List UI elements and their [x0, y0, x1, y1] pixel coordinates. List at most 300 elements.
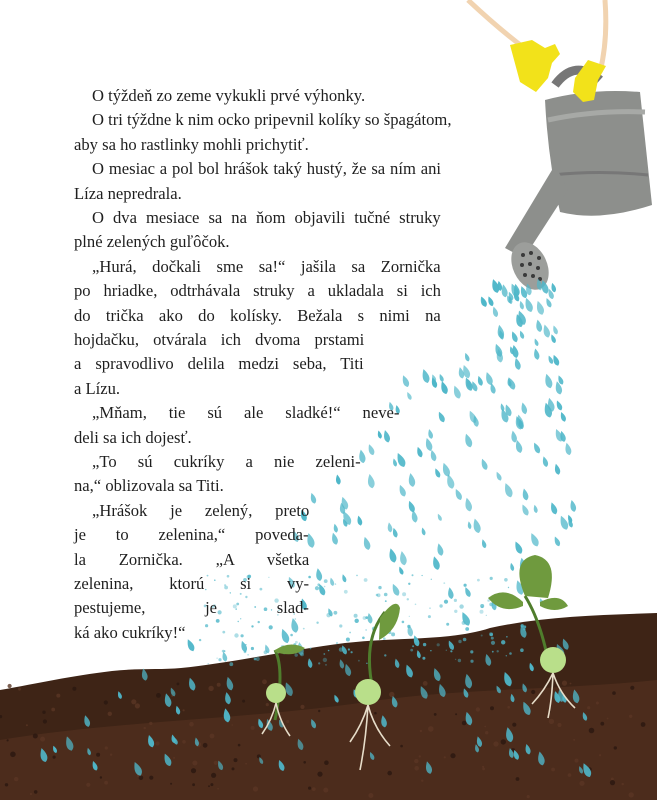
water-drop-icon — [367, 443, 376, 456]
water-drop-icon — [427, 429, 434, 440]
soil-speck — [135, 703, 140, 708]
soil-speck — [493, 741, 498, 746]
soil-speck — [139, 776, 144, 781]
spray-dot — [402, 592, 406, 596]
water-drop-icon — [395, 452, 407, 469]
spray-dot — [431, 579, 432, 580]
spray-dot — [351, 651, 353, 653]
spray-dot — [481, 606, 483, 608]
soil-speck — [414, 759, 418, 763]
water-drop-icon — [510, 430, 518, 443]
soil-speck — [629, 792, 634, 797]
soil-speck — [444, 756, 446, 758]
soil-speck — [368, 793, 373, 798]
water-drop-icon — [533, 338, 539, 347]
water-drop-icon — [545, 297, 553, 308]
spray-dot — [459, 604, 463, 608]
water-drop-icon — [377, 430, 383, 439]
soil-speck — [7, 739, 9, 741]
story-line: la Zornička. „A všetka — [74, 549, 310, 569]
story-line: O mesiac a pol bol hrášok taký hustý, že sa ním ani — [92, 159, 442, 179]
left-arm — [468, 0, 527, 50]
water-drop-icon — [513, 357, 521, 370]
spray-dot — [437, 643, 440, 646]
spray-dot — [241, 634, 244, 637]
soil-speck — [214, 761, 218, 765]
soil-speck — [182, 740, 186, 744]
spray-dot — [303, 628, 305, 630]
water-drop-icon — [486, 296, 494, 307]
water-drop-icon — [441, 462, 452, 478]
water-drop-icon — [559, 411, 567, 422]
water-drop-icon — [472, 518, 482, 534]
soil-speck — [40, 737, 45, 742]
water-drop-icon — [239, 640, 248, 653]
spray-dot — [269, 625, 273, 629]
story-line: na,“ oblizovala sa Titi. — [74, 476, 224, 496]
spray-dot — [251, 647, 254, 650]
story-line: po hriadke, odtrhávala struky a ukladala si ich — [74, 281, 441, 301]
spray-dot — [324, 579, 328, 583]
soil-speck — [587, 706, 590, 709]
soil-speck — [512, 723, 516, 727]
soil-speck — [312, 787, 316, 791]
soil-speck — [14, 777, 18, 781]
spray-dot — [446, 623, 449, 626]
water-drop-icon — [387, 522, 393, 533]
water-drop-icon — [460, 611, 472, 627]
water-drop-icon — [529, 532, 541, 548]
water-drop-icon — [481, 539, 488, 549]
soil-speck — [217, 788, 219, 790]
story-line: a spravodlivo delila medzi seba, Titi — [74, 354, 364, 374]
spray-dot — [408, 583, 410, 585]
spray-dot — [423, 643, 426, 646]
water-drop-icon — [463, 586, 472, 598]
spray-dot — [497, 650, 499, 652]
soil-speck — [232, 724, 234, 726]
story-line: deli sa ich dojesť. — [74, 427, 192, 447]
water-drop-icon — [438, 373, 444, 382]
spray-dot — [256, 657, 260, 661]
water-drop-icon — [558, 514, 570, 530]
water-drop-icon — [520, 402, 528, 415]
water-drop-icon — [463, 433, 474, 449]
spray-dot — [407, 598, 409, 600]
soil-speck — [170, 783, 172, 785]
spray-dot — [258, 621, 260, 623]
soil-speck — [42, 711, 45, 714]
soil-speck — [573, 739, 575, 741]
water-drop-icon — [506, 376, 517, 391]
spray-dot — [222, 650, 225, 653]
spray-dot — [362, 637, 365, 640]
soil-speck — [482, 768, 485, 771]
spray-dot — [216, 658, 217, 659]
water-drop-icon — [535, 300, 546, 316]
spray-dot — [344, 590, 348, 594]
spray-dot — [412, 645, 414, 647]
soil-speck — [131, 699, 136, 704]
spray-dot — [364, 578, 368, 582]
soil-speck — [192, 761, 197, 766]
spray-dot — [492, 651, 494, 653]
water-drop-icon — [429, 449, 437, 462]
soil-speck — [203, 743, 208, 748]
water-drop-icon — [436, 543, 445, 557]
water-drop-icon — [520, 503, 530, 516]
water-drop-icon — [415, 446, 423, 458]
spray-dot — [356, 575, 358, 577]
soil-speck — [245, 763, 247, 765]
water-drop-icon — [532, 442, 542, 455]
spray-dot — [412, 574, 414, 576]
spray-dot — [295, 653, 298, 656]
water-drop-icon — [309, 492, 317, 504]
soil-speck — [501, 739, 506, 744]
spray-dot — [446, 650, 447, 651]
spray-dot — [506, 655, 507, 656]
soil-speck — [149, 776, 153, 780]
story-line: pestujeme, je slad- — [74, 598, 309, 618]
water-drop-icon — [315, 568, 323, 582]
spray-dot — [363, 616, 367, 620]
spray-dot — [504, 578, 508, 582]
spray-dot — [365, 629, 366, 630]
spray-dot — [385, 600, 387, 602]
soil-speck — [614, 746, 617, 749]
spray-dot — [336, 642, 338, 644]
water-drop-icon — [523, 297, 534, 313]
water-drop-icon — [564, 442, 573, 456]
story-line: O týždeň zo zeme vykukli prvé výhonky. — [92, 86, 366, 105]
watering-can-icon — [504, 70, 652, 296]
soil-speck — [516, 777, 520, 781]
spray-dot — [384, 593, 388, 597]
soil-speck — [104, 781, 108, 785]
spray-dot — [234, 633, 238, 637]
spray-dot — [229, 662, 233, 666]
soil-speck — [389, 692, 394, 697]
right-arm — [600, 0, 606, 72]
soil-speck — [434, 713, 437, 716]
water-drop-icon — [547, 355, 554, 365]
water-drop-icon — [397, 484, 407, 498]
spray-dot — [506, 636, 508, 638]
soil-speck — [208, 686, 213, 691]
water-drop-icon — [510, 330, 519, 343]
story-line: „Mňam, tie sú ale sladké!“ neve- — [92, 403, 400, 423]
soil-speck — [156, 693, 161, 698]
soil-speck — [419, 755, 421, 757]
soil-speck — [144, 727, 146, 729]
water-drop-icon — [480, 458, 489, 471]
soil-speck — [217, 683, 221, 687]
spray-dot — [458, 640, 461, 643]
soil-speck — [610, 780, 615, 785]
water-drop-icon — [401, 374, 411, 388]
water-drop-icon — [421, 527, 427, 536]
spray-dot — [458, 659, 461, 662]
spray-dot — [318, 662, 320, 664]
water-drop-icon — [542, 324, 551, 339]
soil-speck — [612, 691, 616, 695]
water-drop-icon — [467, 521, 472, 529]
spray-dot — [376, 594, 378, 596]
spray-dot — [439, 604, 442, 607]
soil-speck — [324, 760, 329, 765]
soil-speck — [100, 776, 102, 778]
spray-dot — [316, 622, 318, 624]
water-drop-icon — [433, 468, 441, 479]
spray-dot — [402, 621, 405, 624]
spray-dot — [247, 654, 249, 656]
soil-speck — [262, 679, 267, 684]
soil-speck — [303, 761, 306, 764]
soil-speck — [96, 753, 100, 757]
soil-speck — [238, 744, 241, 747]
water-drop-icon — [519, 300, 525, 310]
soil-speck — [579, 781, 584, 786]
spray-dot — [323, 653, 325, 655]
spray-dot — [415, 604, 417, 606]
soil-speck — [51, 708, 55, 712]
spray-dot — [481, 635, 483, 637]
water-drop-icon — [406, 391, 413, 400]
spray-dot — [355, 619, 359, 623]
water-drop-icon — [553, 536, 562, 548]
soil-speck — [551, 768, 555, 772]
water-drop-icon — [407, 473, 416, 488]
spray-dot — [428, 615, 431, 618]
water-drop-icon — [392, 527, 399, 538]
story-line: ká ako cukríky!“ — [74, 622, 186, 642]
spray-dot — [199, 639, 201, 641]
soil-speck — [414, 766, 419, 771]
soil-speck — [485, 731, 488, 734]
water-drop-icon — [399, 550, 408, 565]
spray-dot — [348, 648, 350, 650]
water-drop-icon — [500, 403, 506, 412]
soil-speck — [589, 728, 595, 734]
soil-speck — [18, 688, 21, 691]
spray-dot — [346, 638, 350, 642]
soil-speck — [155, 741, 159, 745]
water-drop-icon — [341, 574, 347, 583]
spray-dot — [208, 663, 209, 664]
pea-icon — [540, 647, 566, 673]
soil-speck — [317, 772, 322, 777]
story-line: zelenina, ktorú si vy- — [74, 574, 310, 593]
soil-speck — [421, 780, 423, 782]
soil-speck — [490, 706, 494, 710]
story-line: „Hurá, dočkali sme sa!“ jašila sa Zornička — [92, 256, 441, 276]
water-drop-icon — [333, 523, 339, 533]
spray-dot — [205, 624, 208, 627]
story-line: Líza nepredrala. — [74, 183, 182, 203]
soil-speck — [105, 746, 108, 749]
spray-dot — [429, 608, 430, 609]
water-drop-icon — [279, 628, 291, 645]
water-drop-icon — [553, 463, 561, 475]
spray-dot — [335, 583, 337, 585]
soil-speck — [53, 756, 56, 759]
spray-dot — [490, 633, 493, 636]
water-drop-icon — [431, 555, 441, 570]
soil-speck — [641, 722, 646, 727]
soil-speck — [104, 700, 108, 704]
soil-speck — [607, 718, 609, 720]
soil-speck — [210, 734, 215, 739]
story-line: aby sa ho rastlinky mohli prichytiť. — [74, 134, 309, 154]
spray-dot — [384, 654, 386, 656]
spray-dot — [422, 657, 425, 660]
water-drop-icon — [463, 352, 470, 362]
soil-speck — [211, 773, 216, 778]
pea-icon — [266, 683, 286, 703]
soil-speck — [387, 771, 392, 776]
soil-speck — [484, 726, 486, 728]
spray-dot — [470, 660, 473, 663]
water-drop-icon — [392, 458, 398, 467]
water-drop-icon — [535, 319, 543, 333]
soil-speck — [149, 722, 152, 725]
spray-dot — [450, 650, 452, 652]
soil-speck — [43, 719, 47, 723]
spray-dot — [328, 650, 330, 652]
soil-speck — [318, 710, 320, 712]
soil-speck — [251, 726, 255, 730]
soil-speck — [599, 754, 601, 756]
water-drop-icon — [453, 488, 463, 501]
soil-speck — [30, 793, 32, 795]
water-drop-icon — [436, 513, 442, 522]
spray-dot — [454, 599, 457, 602]
water-drop-icon — [484, 371, 494, 386]
water-drop-icon — [356, 515, 363, 526]
water-drop-icon — [569, 499, 577, 512]
soil-speck — [531, 690, 535, 694]
water-drop-icon — [387, 547, 397, 563]
water-drop-icon — [533, 504, 539, 513]
soil-speck — [600, 722, 604, 726]
spray-dot — [490, 577, 493, 580]
spray-dot — [464, 584, 467, 587]
soil-speck — [575, 759, 579, 763]
water-drop-icon — [491, 306, 499, 318]
soil-speck — [191, 768, 196, 773]
water-drop-icon — [390, 583, 401, 597]
soil-speck — [8, 684, 12, 688]
water-drop-icon — [362, 536, 372, 551]
spray-dot — [470, 650, 473, 653]
water-drop-icon — [447, 587, 454, 600]
soil-speck — [450, 753, 455, 758]
soil-speck — [300, 705, 304, 709]
soil-speck — [568, 773, 572, 777]
soil-speck — [549, 719, 554, 724]
soil-speck — [630, 686, 634, 690]
soil-speck — [234, 758, 238, 762]
soil-speck — [189, 722, 194, 727]
spray-dot — [430, 650, 431, 651]
soil-speck — [476, 707, 480, 711]
spray-dot — [310, 648, 312, 650]
soil-speck — [286, 720, 289, 723]
spray-dot — [251, 625, 253, 627]
soil-speck — [208, 785, 210, 787]
water-drop-icon — [533, 348, 541, 360]
soil-speck — [253, 786, 258, 791]
water-drop-icon — [330, 532, 339, 545]
water-drop-icon — [543, 373, 553, 389]
soil-speck — [629, 715, 632, 718]
spray-dot — [454, 610, 457, 613]
spray-dot — [391, 632, 395, 636]
soil-speck — [5, 783, 8, 786]
soil-speck — [374, 712, 377, 715]
water-drop-icon — [424, 437, 434, 452]
water-drop-icon — [495, 471, 503, 482]
soil-speck — [177, 683, 180, 686]
soil-speck — [462, 721, 467, 726]
water-drop-icon — [407, 500, 416, 513]
soil-speck — [562, 681, 567, 686]
soil-speck — [400, 745, 403, 748]
water-drop-icon — [439, 380, 449, 395]
story-line: a Lízu. — [74, 378, 121, 398]
soil-speck — [108, 712, 112, 716]
water-drop-icon — [452, 385, 463, 400]
spray-dot — [315, 586, 319, 590]
spray-dot — [491, 637, 494, 640]
story-line: je to zelenina,“ poveda- — [74, 525, 309, 545]
soil-speck — [232, 767, 235, 770]
soil-speck — [557, 723, 561, 727]
story-line: O dva mesiace sa na ňom objavili tučné struky — [92, 208, 441, 227]
soil-speck — [10, 752, 16, 758]
spray-dot — [366, 663, 367, 664]
soil-speck — [423, 681, 428, 686]
soil-speck — [455, 713, 457, 715]
spray-dot — [325, 664, 326, 665]
soil-speck — [596, 702, 599, 705]
water-drop-icon — [509, 562, 515, 571]
soil-speck — [34, 790, 38, 794]
soil-speck — [210, 783, 213, 786]
soil-speck — [26, 724, 28, 726]
story-line: O tri týždne k nim ocko pripevnil kolíky so špagátom, — [92, 110, 452, 130]
water-drop-icon — [335, 474, 341, 485]
spray-dot — [354, 614, 358, 618]
water-drop-icon — [221, 651, 228, 662]
soil-speck — [173, 757, 175, 759]
water-drop-icon — [518, 330, 525, 339]
spray-dot — [509, 652, 512, 655]
soil-speck — [428, 726, 434, 732]
yellow-glove-icon — [510, 40, 560, 92]
spray-dot — [383, 637, 386, 640]
water-drop-icon — [329, 577, 335, 586]
spray-dot — [520, 648, 524, 652]
water-drop-icon — [549, 501, 558, 515]
soil-speck — [570, 683, 572, 685]
soil-speck — [507, 706, 510, 709]
spray-dot — [409, 616, 410, 617]
water-drop-icon — [464, 497, 473, 512]
water-drop-icon — [552, 325, 559, 335]
water-drop-icon — [410, 510, 418, 523]
